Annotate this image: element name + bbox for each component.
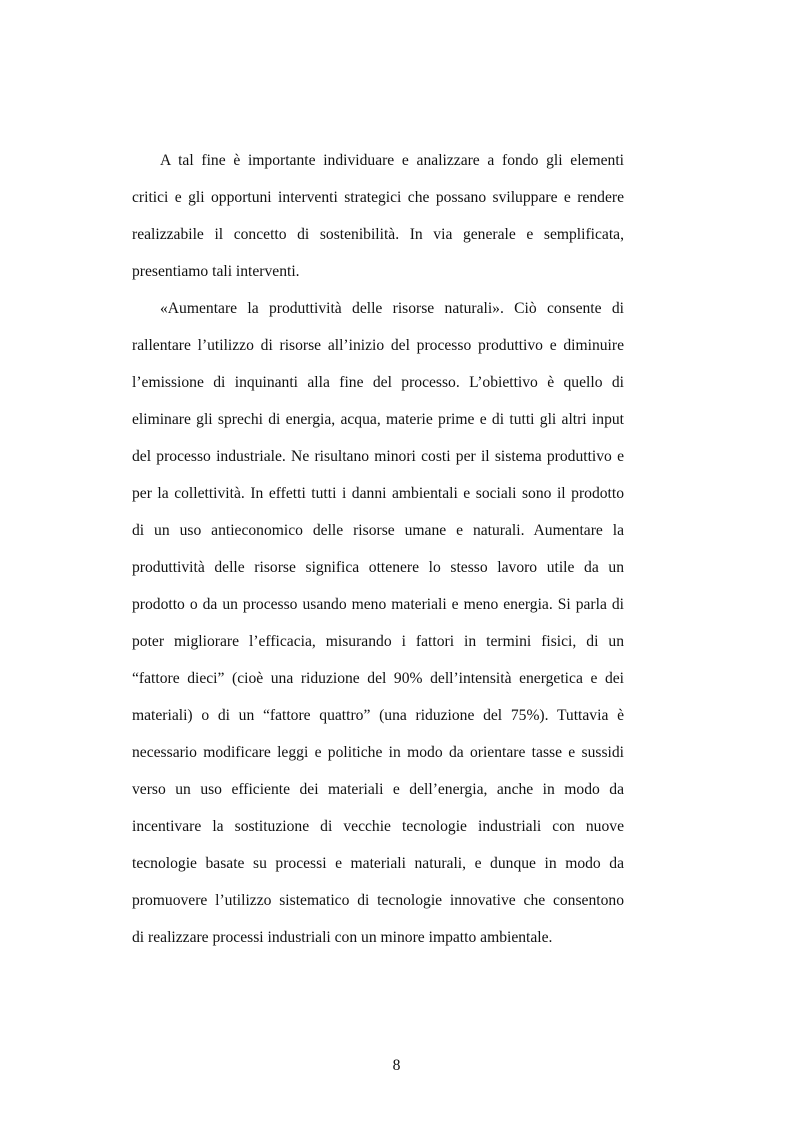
page-number: 8 [392,1057,401,1074]
text-line: prodotto o da un processo usando meno materiali e meno energia. Si parla di [132,596,624,613]
text-line: verso un uso efficiente dei materiali e dell’energia, anche in modo da [132,781,624,798]
paragraph-1 [132,148,624,296]
text-line: presentiamo tali interventi. [132,263,300,280]
document-body [132,148,624,962]
paragraph-2 [132,296,624,962]
text-line: «Aumentare la produttività delle risorse naturali». Ciò consente di [160,300,624,317]
text-line: di un uso antieconomico delle risorse umane e naturali. Aumentare la [132,522,624,539]
text-line: tecnologie basate su processi e materiali naturali, e dunque in modo da [132,855,624,872]
text-line: incentivare la sostituzione di vecchie tecnologie industriali con nuove [132,818,624,835]
text-line: l’emissione di inquinanti alla fine del processo. L’obiettivo è quello di [132,374,624,391]
text-line: rallentare l’utilizzo di risorse all’inizio del processo produttivo e diminuire [132,337,624,354]
text-line: eliminare gli sprechi di energia, acqua, materie prime e di tutti gli altri input [132,411,624,428]
text-line: di realizzare processi industriali con un minore impatto ambientale. [132,929,553,946]
text-line: produttività delle risorse significa ottenere lo stesso lavoro utile da un [132,559,624,576]
text-line: promuovere l’utilizzo sistematico di tecnologie innovative che consentono [132,892,624,909]
text-line: materiali) o di un “fattore quattro” (una riduzione del 75%). Tuttavia è [132,707,624,724]
text-line: necessario modificare leggi e politiche in modo da orientare tasse e sussidi [132,744,624,761]
text-line: del processo industriale. Ne risultano minori costi per il sistema produttivo e [132,448,624,465]
text-line: poter migliorare l’efficacia, misurando i fattori in termini fisici, di un [132,633,624,650]
text-line: A tal fine è importante individuare e analizzare a fondo gli elementi [160,152,624,169]
text-line: realizzabile il concetto di sostenibilità. In via generale e semplificata, [132,226,624,243]
text-line: per la collettività. In effetti tutti i danni ambientali e sociali sono il prodotto [132,485,624,502]
text-line: “fattore dieci” (cioè una riduzione del 90% dell’intensità energetica e dei [132,670,624,687]
text-line: critici e gli opportuni interventi strategici che possano sviluppare e rendere [132,189,624,206]
